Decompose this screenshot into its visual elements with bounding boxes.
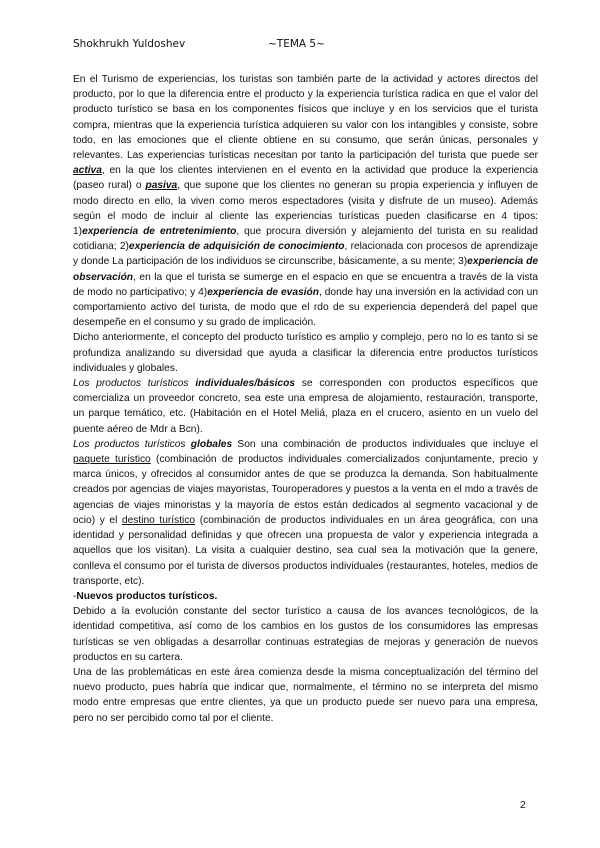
text-run: (combinación de productos individuales en un área geográfica, con una identidad y personalidad definidas y que ofrecen una propuesta de valor y experiencia integrada a aquellos que los visitan). La visita a cualquier destino, sea cual sea la motivación que la genere, conlleva el consumo por el turista de diversos productos individuales (restaurantes, hoteles, medios de transporte, etc).	[73, 514, 538, 587]
term-globales: globales	[190, 438, 233, 450]
text-run: Son una combinación de productos individuales que incluye el	[232, 438, 538, 450]
heading-text: Nuevos productos turísticos.	[76, 590, 218, 602]
heading-dash: -	[73, 590, 77, 602]
paragraph-experiences	[73, 72, 538, 330]
term-conocimiento: experiencia de adquisición de conocimiento	[128, 241, 345, 253]
term-pasiva: pasiva	[145, 180, 178, 192]
paragraph-individual-products	[73, 376, 538, 437]
paragraph-concept: Dicho anteriormente, el concepto del producto turístico es amplio y complejo, pero no lo es tanto si se profundiza analizando su diversidad que ayuda a clasificar la diferencia entre productos turísticos individuales y globales.	[73, 332, 538, 374]
text-run: , que procura diversión y alejamiento del turista en su realidad cotidiana; 2)	[73, 226, 538, 253]
text-run: En el Turismo de experiencias, los turistas son también parte de la actividad y actores directos del producto, por lo que la diferencia entre el producto y la experiencia turística radica en que el valor del producto turístico se basa en los componentes físicos que incluye y en los servicios que el turista compra, mientras que la experiencia turística adquieren su valor con los intangibles y consiste, sobre todo, en las emociones que el cliente obtiene en su consumo, que serán únicas, personales y relevantes. Las experiencias turísticas necesitan por tanto la participación del turista que puede ser	[73, 74, 538, 162]
text-run: Los productos turísticos	[73, 438, 191, 450]
term-evasion: experiencia de evasión	[207, 286, 319, 298]
text-run: , en la que los clientes intervienen en el evento en la actividad que produce la experiencia (paseo rural) o	[73, 165, 538, 192]
text-run: Los productos turísticos	[73, 378, 196, 390]
term-destino-turistico: destino turístico	[121, 514, 196, 526]
term-activa: activa	[73, 165, 102, 177]
document-body	[73, 72, 538, 726]
text-run: , relacionada con procesos de aprendizaje y donde La participación de los individuos se circunscribe, básicamente, a su mente; 3)	[73, 241, 538, 268]
paragraph-global-products	[73, 437, 538, 589]
paragraph-evolution: Debido a la evolución constante del sector turístico a causa de los avances tecnológicos, de la identidad competitiva, así como de los cambios en los gustos de los consumidores las empresas turísticas se ven obligadas a desarrollar continuas estrategias de mejoras y generación de nuevos productos en su cartera.	[73, 606, 538, 663]
text-run: se corresponden con productos específicos que comercializa un proveedor concreto, sea este una empresa de alojamiento, restauración, transporte, un parque temático, etc. (Habitación en el Hotel Meliá, plaza en el crucero, asiento en un vuelo del puente aéreo de Mdr a Bcn).	[73, 378, 538, 435]
text-run: , en la que el turista se sumerge en el espacio en que se encuentra a través de la vista de modo no participativo; y 4)	[73, 271, 538, 298]
term-individuales: individuales/básicos	[195, 378, 295, 390]
author-name: Shokhrukh Yuldoshev	[73, 38, 186, 50]
paragraph-problematics: Una de las problemáticas en este área comienza desde la misma conceptualización del término del nuevo producto, pues habría que indicar que, normalmente, el término no se interpreta del mismo modo entre empresas que entre clientes, ya que un producto puede ser nuevo para una empresa, pero no ser percibido como tal por el cliente.	[73, 666, 538, 724]
topic-title: ~TEMA 5~	[268, 38, 325, 50]
section-heading	[73, 589, 538, 604]
text-run: (combinación de productos individuales comercializados conjuntamente, precio y marca únicos, y ofrecidos al consumidor antes de que se produzca la demanda. Son habitualmente creados por agencias de viajes mayoristas, Touroperadores y puestos a la venta en el mdo a través de agencias de viajes minoristas y la mayoría de estos están dedicados al segmento vacacional y de ocio) y el	[73, 454, 538, 526]
term-paquete-turistico: paquete turístico	[73, 454, 151, 466]
term-entretenimiento: experiencia de entretenimiento	[82, 226, 237, 238]
page-number: 2	[520, 799, 526, 811]
term-observacion: experiencia de observación	[73, 256, 538, 283]
text-run: , donde hay una inversión en la actividad con un comportamiento activo del turista, de modo que el rdo de su experiencia dependerá del papel que desempeñe en el consumo y su grado de implicación.	[73, 286, 538, 329]
text-run: , que supone que los clientes no generan su propia experiencia y influyen de modo directo en ello, la viven como meros espectadores (visita y disfrute de un museo). Además según el modo de incluir al cliente las experiencias turísticas pueden clasificarse en 4 tipos: 1)	[73, 180, 538, 238]
